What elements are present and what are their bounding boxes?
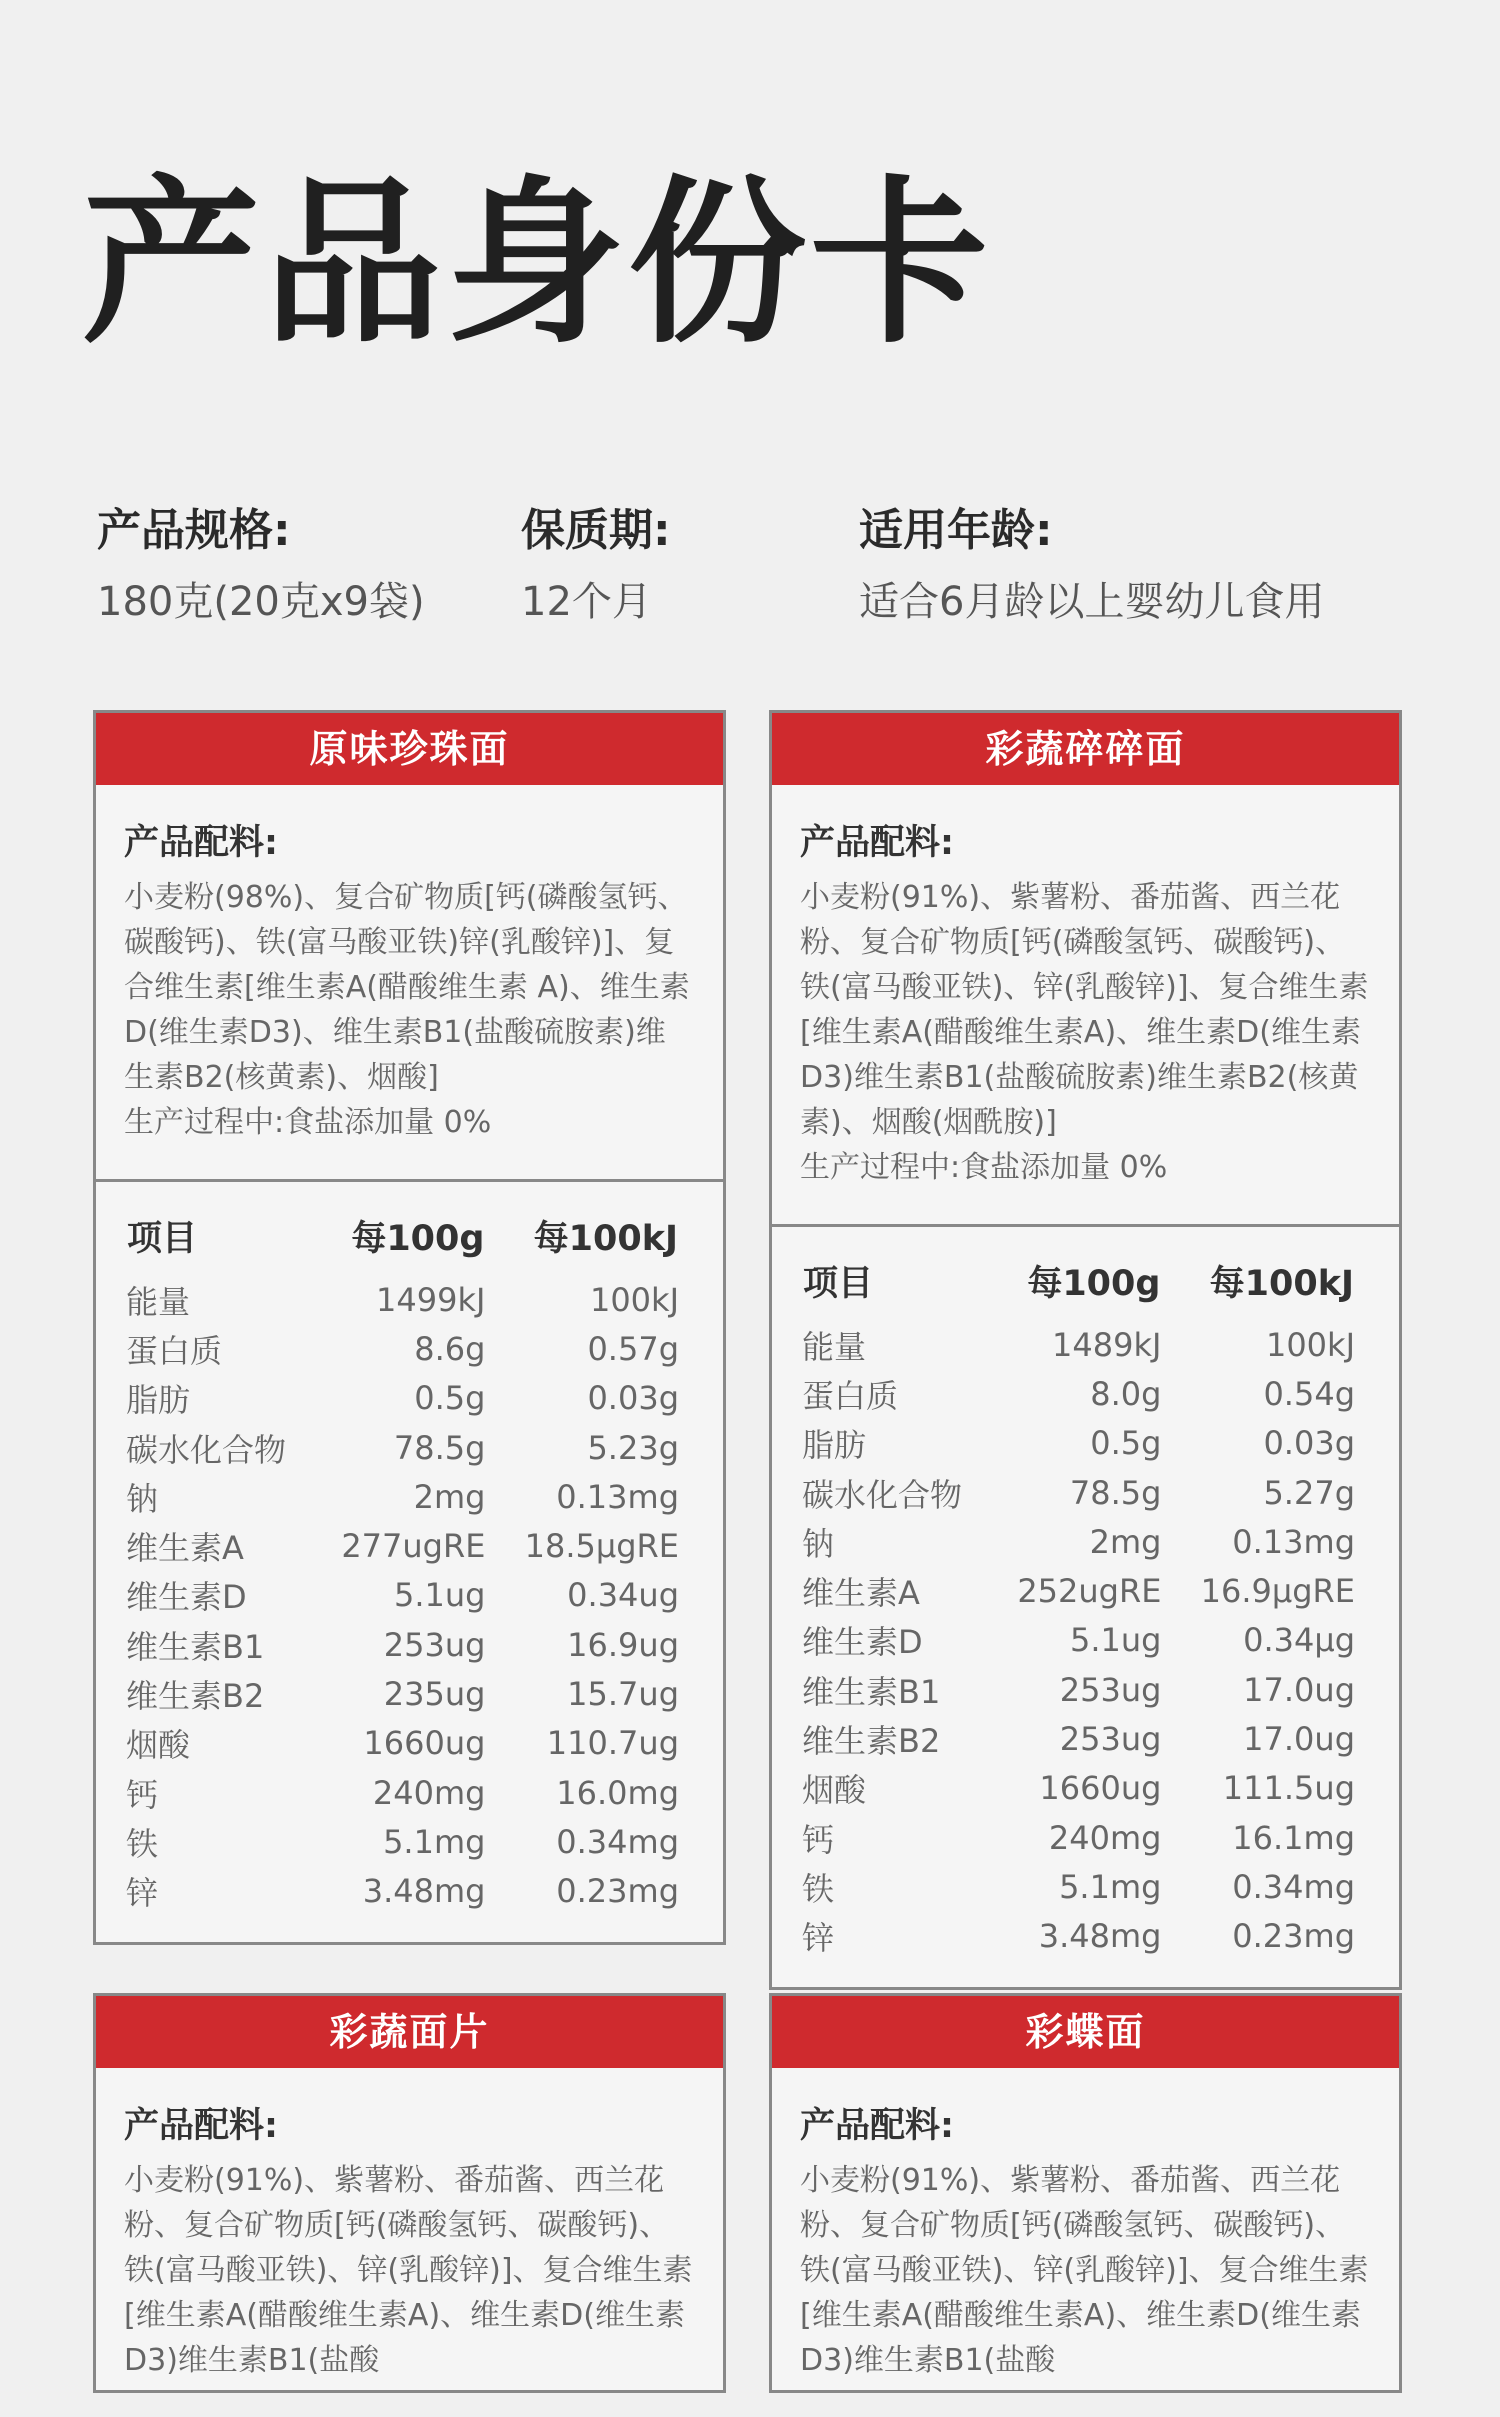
value-per-100g: 78.5g <box>1069 1473 1162 1512</box>
spec-shelf-life <box>521 505 671 626</box>
nutrition-row <box>126 1423 679 1472</box>
nutrition-row <box>126 1275 679 1324</box>
col-header-per-100kj: 每100kJ <box>1209 1264 1354 1304</box>
spec-age-value: 适合6月龄以上婴幼儿食用 <box>859 578 1325 625</box>
nutrition-row <box>126 1571 679 1620</box>
col-header-item: 项目 <box>127 1219 198 1259</box>
value-per-100g: 240mg <box>372 1773 486 1812</box>
product-card <box>93 710 726 1945</box>
nutrient-name: 维生素A <box>126 1529 244 1568</box>
value-per-100g: 235ug <box>383 1675 486 1714</box>
nutrition-row <box>126 1768 679 1817</box>
value-per-100g: 0.5g <box>1090 1424 1162 1463</box>
nutrition-row <box>126 1620 679 1669</box>
value-per-100kj: 16.9ug <box>567 1625 679 1664</box>
nutrient-name: 钙 <box>126 1775 159 1814</box>
nutrition-table <box>802 1255 1355 1961</box>
ingredients-section <box>96 785 723 1179</box>
ingredients-text: 小麦粉(91%)、紫薯粉、番茄酱、西兰花粉、复合矿物质[钙(磷酸氢钙、碳酸钙)、铁(富马酸亚铁)、锌(乳酸锌)]、复合维生素[维生素A(醋酸维生素A)、维生素D(维生素D3)维生素B1(盐酸硫胺素)维生素B2(核黄素)、烟酸(烟酰胺)] <box>800 880 1369 1140</box>
value-per-100g: 2mg <box>413 1477 486 1516</box>
nutrition-row <box>126 1867 679 1916</box>
ingredients-section <box>96 2068 723 2417</box>
ingredients-label: 产品配料: <box>800 823 954 863</box>
nutrition-row <box>802 1566 1355 1615</box>
salt-note: 生产过程中:食盐添加量 0% <box>124 1105 492 1140</box>
product-card <box>769 1993 1402 2393</box>
nutrition-row <box>126 1324 679 1373</box>
nutrient-name: 烟酸 <box>126 1726 191 1765</box>
nutrition-rows <box>802 1320 1355 1961</box>
value-per-100kj: 0.03g <box>587 1379 679 1418</box>
value-per-100kj: 16.9μgRE <box>1200 1572 1355 1611</box>
nutrient-name: 铁 <box>802 1869 835 1908</box>
col-header-per-100g: 每100g <box>1027 1264 1161 1304</box>
value-per-100g: 0.5g <box>414 1379 486 1418</box>
nutrition-row <box>126 1521 679 1570</box>
nutrient-name: 锌 <box>802 1919 835 1958</box>
nutrition-section <box>772 1224 1399 1987</box>
ingredients-text: 小麦粉(98%)、复合矿物质[钙(磷酸氢钙、碳酸钙)、铁(富马酸亚铁)锌(乳酸锌)]、复合维生素[维生素A(醋酸维生素 A)、维生素D(维生素D3)、维生素B1(盐酸硫胺素)维生素B2(核黄素)、烟酸] <box>124 880 690 1095</box>
value-per-100g: 5.1ug <box>393 1576 486 1615</box>
value-per-100kj: 0.54g <box>1263 1374 1355 1413</box>
nutrition-row <box>126 1669 679 1718</box>
spec-size-label: 产品规格: <box>97 505 291 556</box>
nutrient-name: 维生素D <box>126 1578 247 1617</box>
nutrient-name: 钙 <box>802 1820 835 1859</box>
value-per-100kj: 0.34mg <box>556 1822 679 1861</box>
value-per-100g: 1660ug <box>363 1724 486 1763</box>
nutrient-name: 蛋白质 <box>802 1376 899 1415</box>
value-per-100g: 8.0g <box>1090 1374 1162 1413</box>
value-per-100g: 78.5g <box>393 1428 486 1467</box>
value-per-100g: 252ugRE <box>1017 1572 1162 1611</box>
value-per-100kj: 0.13mg <box>1232 1522 1355 1561</box>
ingredients-label: 产品配料: <box>800 2106 954 2146</box>
nutrient-name: 烟酸 <box>802 1771 867 1810</box>
value-per-100kj: 100kJ <box>589 1280 679 1319</box>
nutrition-row <box>126 1817 679 1866</box>
value-per-100kj: 0.23mg <box>1232 1917 1355 1956</box>
page-title: 产品身份卡 <box>82 160 992 367</box>
card-title: 彩蔬碎碎面 <box>772 713 1399 785</box>
col-header-per-100g: 每100g <box>351 1219 485 1259</box>
nutrient-name: 维生素B1 <box>802 1672 941 1711</box>
nutrient-name: 钠 <box>802 1524 835 1563</box>
product-card <box>93 1993 726 2393</box>
value-per-100g: 5.1mg <box>383 1822 486 1861</box>
value-per-100g: 1660ug <box>1039 1769 1162 1808</box>
product-card <box>769 710 1402 1990</box>
nutrient-name: 能量 <box>802 1327 867 1366</box>
value-per-100g: 3.48mg <box>1038 1917 1162 1956</box>
value-per-100kj: 16.1mg <box>1232 1818 1355 1857</box>
nutrient-name: 维生素B1 <box>126 1627 265 1666</box>
value-per-100kj: 15.7ug <box>567 1675 679 1714</box>
nutrition-row <box>802 1320 1355 1369</box>
nutrient-name: 维生素A <box>802 1574 920 1613</box>
ingredients-section <box>772 2068 1399 2417</box>
nutrition-rows <box>126 1275 679 1916</box>
value-per-100kj: 0.34μg <box>1243 1621 1355 1660</box>
nutrition-row <box>802 1517 1355 1566</box>
card-title: 彩蝶面 <box>772 1996 1399 2068</box>
value-per-100kj: 5.23g <box>587 1428 679 1467</box>
card-title: 彩蔬面片 <box>96 1996 723 2068</box>
nutrition-header-row <box>802 1255 1355 1320</box>
nutrient-name: 维生素D <box>802 1623 923 1662</box>
nutrition-header-row <box>126 1210 679 1275</box>
nutrition-row <box>802 1616 1355 1665</box>
value-per-100g: 5.1ug <box>1069 1621 1162 1660</box>
ingredients-text: 小麦粉(91%)、紫薯粉、番茄酱、西兰花粉、复合矿物质[钙(磷酸氢钙、碳酸钙)、铁(富马酸亚铁)、锌(乳酸锌)]、复合维生素[维生素A(醋酸维生素A)、维生素D(维生素D3)维生素B1(盐酸 <box>800 2163 1369 2378</box>
nutrient-name: 维生素B2 <box>802 1722 941 1761</box>
nutrient-name: 碳水化合物 <box>126 1430 287 1469</box>
value-per-100kj: 100kJ <box>1265 1325 1355 1364</box>
value-per-100kj: 0.03g <box>1263 1424 1355 1463</box>
value-per-100kj: 17.0ug <box>1243 1670 1355 1709</box>
value-per-100kj: 110.7ug <box>546 1724 679 1763</box>
value-per-100kj: 16.0mg <box>556 1773 679 1812</box>
nutrient-name: 碳水化合物 <box>802 1475 963 1514</box>
value-per-100kj: 18.5μgRE <box>524 1527 679 1566</box>
nutrient-name: 维生素B2 <box>126 1677 265 1716</box>
nutrition-row <box>126 1374 679 1423</box>
value-per-100g: 240mg <box>1048 1818 1162 1857</box>
value-per-100kj: 111.5ug <box>1222 1769 1355 1808</box>
nutrition-row <box>802 1665 1355 1714</box>
nutrition-row <box>126 1472 679 1521</box>
nutrient-name: 铁 <box>126 1824 159 1863</box>
nutrient-name: 脂肪 <box>802 1426 867 1465</box>
ingredients-label: 产品配料: <box>124 2106 278 2146</box>
value-per-100g: 1489kJ <box>1052 1325 1162 1364</box>
nutrient-name: 脂肪 <box>126 1381 191 1420</box>
ingredients-text: 小麦粉(91%)、紫薯粉、番茄酱、西兰花粉、复合矿物质[钙(磷酸氢钙、碳酸钙)、铁(富马酸亚铁)、锌(乳酸锌)]、复合维生素[维生素A(醋酸维生素A)、维生素D(维生素D3)维生素B1(盐酸 <box>124 2163 693 2378</box>
nutrition-row <box>802 1369 1355 1418</box>
value-per-100kj: 17.0ug <box>1243 1720 1355 1759</box>
value-per-100kj: 0.34ug <box>567 1576 679 1615</box>
nutrition-row <box>802 1419 1355 1468</box>
nutrition-row <box>802 1468 1355 1517</box>
value-per-100g: 1499kJ <box>376 1280 486 1319</box>
salt-note: 生产过程中:食盐添加量 0% <box>800 1150 1168 1185</box>
value-per-100g: 3.48mg <box>362 1872 486 1911</box>
value-per-100kj: 0.34mg <box>1232 1867 1355 1906</box>
value-per-100g: 5.1mg <box>1059 1867 1162 1906</box>
spec-shelf-life-value: 12个月 <box>521 578 652 625</box>
value-per-100g: 277ugRE <box>341 1527 486 1566</box>
nutrition-row <box>802 1764 1355 1813</box>
nutrition-row <box>802 1813 1355 1862</box>
nutrition-row <box>802 1714 1355 1763</box>
nutrition-row <box>802 1912 1355 1961</box>
card-title: 原味珍珠面 <box>96 713 723 785</box>
value-per-100kj: 0.13mg <box>556 1477 679 1516</box>
value-per-100kj: 5.27g <box>1263 1473 1355 1512</box>
col-header-item: 项目 <box>803 1264 874 1304</box>
spec-age-label: 适用年龄: <box>859 505 1053 556</box>
spec-shelf-life-label: 保质期: <box>521 505 671 556</box>
value-per-100kj: 0.23mg <box>556 1872 679 1911</box>
value-per-100g: 2mg <box>1089 1522 1162 1561</box>
value-per-100g: 253ug <box>1059 1670 1162 1709</box>
nutrition-table <box>126 1210 679 1916</box>
ingredients-section <box>772 785 1399 1224</box>
nutrient-name: 能量 <box>126 1282 191 1321</box>
col-header-per-100kj: 每100kJ <box>533 1219 678 1259</box>
spec-size-value: 180克(20克x9袋) <box>97 578 425 625</box>
value-per-100g: 8.6g <box>414 1329 486 1368</box>
value-per-100g: 253ug <box>1059 1720 1162 1759</box>
nutrition-row <box>802 1862 1355 1911</box>
spec-size <box>97 505 425 626</box>
nutrient-name: 锌 <box>126 1874 159 1913</box>
nutrition-row <box>126 1719 679 1768</box>
value-per-100g: 253ug <box>383 1625 486 1664</box>
spec-age <box>859 505 1324 626</box>
value-per-100kj: 0.57g <box>587 1329 679 1368</box>
nutrient-name: 钠 <box>126 1479 159 1518</box>
nutrient-name: 蛋白质 <box>126 1331 223 1370</box>
ingredients-label: 产品配料: <box>124 823 278 863</box>
nutrition-section <box>96 1179 723 1942</box>
